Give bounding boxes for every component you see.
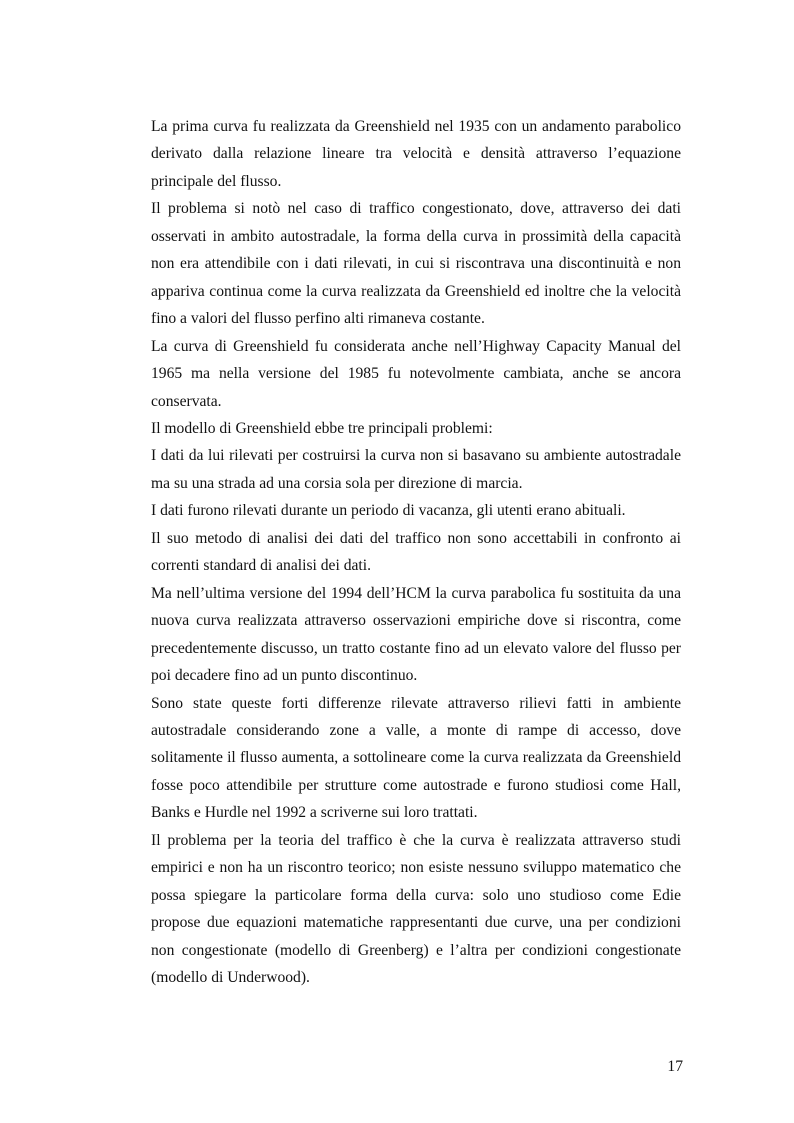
paragraph-congested-traffic-problem: Il problema si notò nel caso di traffico congestionato, dove, attraverso dei dati osservati in ambito autostradale, la forma della curva in prossimità della capacità non era attendibile con i dati rilevati, in cui si riscontrava una discontinuità e non appariva continua come la curva realizzata da Greenshield ed inoltre che la velocità fino a valori del flusso perfino alti rimaneva costante. (151, 200, 681, 328)
paragraph-problem-vacation-period: I dati furono rilevati durante un periodo di vacanza, gli utenti erano abituali. (151, 502, 626, 520)
paragraph-problem-analysis-method: Il suo metodo di analisi dei dati del traffico non sono accettabili in confronto ai correnti standard di analisi dei dati. (151, 529, 681, 575)
paragraph-greenshield-intro: La prima curva fu realizzata da Greenshield nel 1935 con un andamento parabolico derivato dalla relazione lineare tra velocità e densità attraverso l’equazione principale del flusso. (151, 118, 681, 190)
paragraph-hcm-1994: Ma nell’ultima versione del 1994 dell’HCM la curva parabolica fu sostituita da una nuova curva realizzata attraverso osservazioni empiriche dove si riscontra, come precedentemente discusso, un tratto costante fino ad un elevato valore del flusso per poi decadere fino ad un punto discontinuo. (151, 584, 681, 685)
body-text (151, 113, 681, 992)
paragraph-highway-capacity-manual: La curva di Greenshield fu considerata anche nell’Highway Capacity Manual del 1965 ma nella versione del 1985 fu notevolmente cambiata, anche se ancora conservata. (151, 337, 681, 410)
paragraph-model-problems-heading: Il modello di Greenshield ebbe tre principali problemi: (151, 419, 493, 437)
page-number: 17 (667, 1058, 683, 1075)
paragraph-highway-surveys: Sono state queste forti differenze rilevate attraverso rilievi fatti in ambiente autostradale considerando zone a valle, a monte di rampe di accesso, dove solitamente il flusso aumenta, a sottolineare come la curva realizzata da Greenshield fosse poco attendibile per strutture come autostrade e furono studiosi come Hall, Banks e Hurdle nel 1992 a scriverne sui loro trattati. (151, 694, 681, 822)
paragraph-problem-single-lane: I dati da lui rilevati per costruirsi la curva non si basavano su ambiente autostradale ma su una strada ad una corsia sola per direzione di marcia. (151, 447, 681, 492)
paragraph-traffic-theory: Il problema per la teoria del traffico è che la curva è realizzata attraverso studi empirici e non ha un riscontro teorico; non esiste nessuno sviluppo matematico che possa spiegare la particolare forma della curva: solo uno studioso come Edie propose due equazioni matematiche rappresentanti due curve, una per condizioni non congestionate (modello di Greenberg) e l’altra per condizioni congestionate (modello di Underwood). (151, 831, 681, 987)
